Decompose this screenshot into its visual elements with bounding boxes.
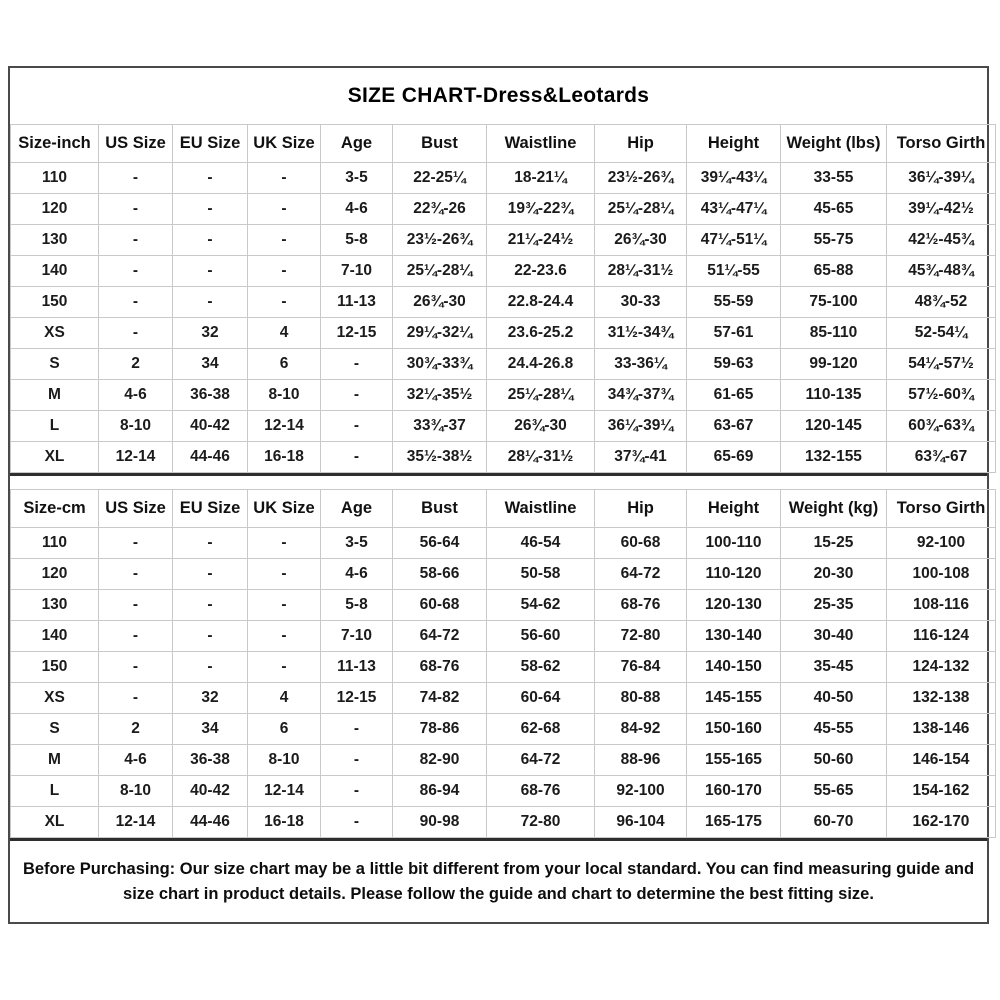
table-cell: 63-67 <box>687 411 781 442</box>
table-cell: 4-6 <box>99 380 173 411</box>
table-cell: 45-65 <box>781 194 887 225</box>
table-cell: 8-10 <box>99 411 173 442</box>
table-cell: - <box>173 621 248 652</box>
table-cell: 55-75 <box>781 225 887 256</box>
table-cell: 54-62 <box>487 590 595 621</box>
table-cell: - <box>99 528 173 559</box>
table-cell: 18-21¼ <box>487 163 595 194</box>
table-row <box>11 745 996 776</box>
table-row <box>11 528 996 559</box>
table-cell: - <box>248 287 321 318</box>
table-row <box>11 194 996 225</box>
table-cell: 26¾-30 <box>595 225 687 256</box>
table-cell: 138-146 <box>887 714 996 745</box>
table-cell: 68-76 <box>595 590 687 621</box>
table-cell: 72-80 <box>595 621 687 652</box>
table-cell: - <box>248 621 321 652</box>
table-cell: - <box>173 194 248 225</box>
table-cell: 72-80 <box>487 807 595 838</box>
table-cell: - <box>99 163 173 194</box>
table-cell: - <box>321 349 393 380</box>
table-cell: - <box>173 528 248 559</box>
header-row <box>11 490 996 528</box>
table-cell: - <box>99 621 173 652</box>
table-cell: 40-50 <box>781 683 887 714</box>
table-row <box>11 559 996 590</box>
table-cell: 59-63 <box>687 349 781 380</box>
column-header: Waistline <box>487 490 595 528</box>
table-cell: 5-8 <box>321 590 393 621</box>
table-cell: 29¼-32¼ <box>393 318 487 349</box>
table-cell: 22¾-26 <box>393 194 487 225</box>
table-cell: - <box>321 807 393 838</box>
table-cell: 8-10 <box>248 745 321 776</box>
table-cell: 160-170 <box>687 776 781 807</box>
table-cell: 68-76 <box>393 652 487 683</box>
table-row <box>11 714 996 745</box>
table-cell: 150-160 <box>687 714 781 745</box>
table-cell: 47¼-51¼ <box>687 225 781 256</box>
table-cell: 22.8-24.4 <box>487 287 595 318</box>
table-cell: 154-162 <box>887 776 996 807</box>
table-cell: S <box>11 349 99 380</box>
table-cell: 60-64 <box>487 683 595 714</box>
table-cell: - <box>173 287 248 318</box>
table-cell: 33¾-37 <box>393 411 487 442</box>
table-cell: 30-33 <box>595 287 687 318</box>
table-cell: 50-58 <box>487 559 595 590</box>
table-row <box>11 442 996 473</box>
table-cell: 25¼-28¼ <box>595 194 687 225</box>
table-cell: 52-54¼ <box>887 318 996 349</box>
table-cell: M <box>11 380 99 411</box>
table-cell: 22-25¼ <box>393 163 487 194</box>
column-header: Hip <box>595 125 687 163</box>
table-cell: 120-130 <box>687 590 781 621</box>
table-cell: 58-62 <box>487 652 595 683</box>
table-cell: 36-38 <box>173 380 248 411</box>
table-cell: 23½-26¾ <box>393 225 487 256</box>
table-cell: 32 <box>173 683 248 714</box>
table-cell: 92-100 <box>887 528 996 559</box>
table-cell: - <box>321 411 393 442</box>
table-cell: 32 <box>173 318 248 349</box>
table-cell: - <box>173 163 248 194</box>
table-cell: 6 <box>248 714 321 745</box>
table-cell: 33-36¼ <box>595 349 687 380</box>
table-row <box>11 349 996 380</box>
table-cell: 50-60 <box>781 745 887 776</box>
table-cell: 62-68 <box>487 714 595 745</box>
table-cell: 24.4-26.8 <box>487 349 595 380</box>
table-cell: - <box>248 559 321 590</box>
table-cell: M <box>11 745 99 776</box>
table-cell: 110-120 <box>687 559 781 590</box>
table-cell: 34 <box>173 349 248 380</box>
size-chart-sheet <box>8 66 989 924</box>
table-cell: 55-59 <box>687 287 781 318</box>
table-cell: 4-6 <box>99 745 173 776</box>
table-cell: 20-30 <box>781 559 887 590</box>
table-cell: 56-60 <box>487 621 595 652</box>
table-cell: - <box>248 652 321 683</box>
table-row <box>11 287 996 318</box>
table-cell: 43¼-47¼ <box>687 194 781 225</box>
column-header: Bust <box>393 490 487 528</box>
table-cell: 45-55 <box>781 714 887 745</box>
table-cell: 4 <box>248 683 321 714</box>
table-cell: 46-54 <box>487 528 595 559</box>
column-header: Weight (kg) <box>781 490 887 528</box>
table-cell: 39¼-43¼ <box>687 163 781 194</box>
column-header: Weight (lbs) <box>781 125 887 163</box>
table-cell: - <box>173 225 248 256</box>
table-cell: 60-70 <box>781 807 887 838</box>
column-header: Torso Girth <box>887 125 996 163</box>
table-row <box>11 318 996 349</box>
table-cell: 30-40 <box>781 621 887 652</box>
table-cell: 76-84 <box>595 652 687 683</box>
table-cell: - <box>248 256 321 287</box>
table-cell: 16-18 <box>248 807 321 838</box>
column-header: Torso Girth <box>887 490 996 528</box>
table-cell: 19¾-22¾ <box>487 194 595 225</box>
table-cell: - <box>99 652 173 683</box>
table-cell: 28¼-31½ <box>487 442 595 473</box>
table-cell: 64-72 <box>487 745 595 776</box>
table-cell: - <box>248 590 321 621</box>
column-header: Age <box>321 490 393 528</box>
table-cell: 56-64 <box>393 528 487 559</box>
table-cell: - <box>99 318 173 349</box>
column-header: Hip <box>595 490 687 528</box>
table-cell: 34¾-37¾ <box>595 380 687 411</box>
table-cell: 26¾-30 <box>393 287 487 318</box>
table-cell: 92-100 <box>595 776 687 807</box>
column-header: Age <box>321 125 393 163</box>
table-cell: 120-145 <box>781 411 887 442</box>
column-header: Size-cm <box>11 490 99 528</box>
table-cell: - <box>173 256 248 287</box>
table-cell: 74-82 <box>393 683 487 714</box>
table-cell: 68-76 <box>487 776 595 807</box>
table-cell: 7-10 <box>321 256 393 287</box>
table-cell: 11-13 <box>321 287 393 318</box>
table-cell: 165-175 <box>687 807 781 838</box>
table-cell: 23.6-25.2 <box>487 318 595 349</box>
purchasing-note-line1: Before Purchasing: Our size chart may be a little bit different from your local standard. You can find measuring guide and <box>22 859 975 878</box>
table-cell: XL <box>11 442 99 473</box>
table-cell: 35½-38½ <box>393 442 487 473</box>
table-cell: 90-98 <box>393 807 487 838</box>
table-cell: 130 <box>11 590 99 621</box>
table-cell: 86-94 <box>393 776 487 807</box>
table-cell: 130-140 <box>687 621 781 652</box>
table-cell: L <box>11 411 99 442</box>
table-cell: - <box>321 745 393 776</box>
table-cell: 25-35 <box>781 590 887 621</box>
column-header: Waistline <box>487 125 595 163</box>
column-header: EU Size <box>173 490 248 528</box>
table-cell: 2 <box>99 714 173 745</box>
table-row <box>11 225 996 256</box>
table-cell: 60¾-63¾ <box>887 411 996 442</box>
table-cell: 155-165 <box>687 745 781 776</box>
table-cell: 65-69 <box>687 442 781 473</box>
table-cell: 12-14 <box>99 807 173 838</box>
table-cell: 150 <box>11 287 99 318</box>
column-header: Height <box>687 490 781 528</box>
table-cell: 16-18 <box>248 442 321 473</box>
table-cell: 4-6 <box>321 559 393 590</box>
size-table-inch-wrap <box>10 124 987 476</box>
table-row <box>11 411 996 442</box>
table-cell: - <box>173 559 248 590</box>
table-cell: 64-72 <box>595 559 687 590</box>
table-cell: - <box>321 380 393 411</box>
table-cell: 31½-34¾ <box>595 318 687 349</box>
table-cell: 58-66 <box>393 559 487 590</box>
table-cell: 132-155 <box>781 442 887 473</box>
table-cell: - <box>99 287 173 318</box>
table-cell: - <box>99 559 173 590</box>
table-cell: 162-170 <box>887 807 996 838</box>
table-cell: 75-100 <box>781 287 887 318</box>
table-cell: 145-155 <box>687 683 781 714</box>
table-cell: 132-138 <box>887 683 996 714</box>
table-cell: XS <box>11 683 99 714</box>
table-cell: 21¼-24½ <box>487 225 595 256</box>
column-header: US Size <box>99 125 173 163</box>
table-cell: 35-45 <box>781 652 887 683</box>
purchasing-note <box>10 841 987 922</box>
table-cell: - <box>173 590 248 621</box>
table-cell: 26¾-30 <box>487 411 595 442</box>
table-row <box>11 163 996 194</box>
table-cell: 57½-60¾ <box>887 380 996 411</box>
table-cell: 51¼-55 <box>687 256 781 287</box>
table-cell: - <box>321 776 393 807</box>
table-cell: XS <box>11 318 99 349</box>
table-cell: 37¾-41 <box>595 442 687 473</box>
table-row <box>11 683 996 714</box>
table-cell: 36¼-39¼ <box>887 163 996 194</box>
table-cell: 30¾-33¾ <box>393 349 487 380</box>
table-cell: - <box>321 442 393 473</box>
table-row <box>11 256 996 287</box>
table-cell: 22-23.6 <box>487 256 595 287</box>
table-cell: 96-104 <box>595 807 687 838</box>
column-header: UK Size <box>248 490 321 528</box>
table-cell: 8-10 <box>248 380 321 411</box>
table-cell: 3-5 <box>321 163 393 194</box>
table-cell: 12-14 <box>248 776 321 807</box>
table-cell: 120 <box>11 559 99 590</box>
table-cell: 48¾-52 <box>887 287 996 318</box>
table-cell: 140 <box>11 256 99 287</box>
table-cell: 7-10 <box>321 621 393 652</box>
table-cell: 82-90 <box>393 745 487 776</box>
table-cell: 12-15 <box>321 683 393 714</box>
table-cell: 140 <box>11 621 99 652</box>
table-cell: 54¼-57½ <box>887 349 996 380</box>
table-cell: 4-6 <box>321 194 393 225</box>
column-header: Height <box>687 125 781 163</box>
table-cell: 4 <box>248 318 321 349</box>
table-cell: 40-42 <box>173 776 248 807</box>
column-header: UK Size <box>248 125 321 163</box>
table-cell: L <box>11 776 99 807</box>
table-row <box>11 380 996 411</box>
table-cell: 6 <box>248 349 321 380</box>
table-cell: 110 <box>11 528 99 559</box>
table-cell: 15-25 <box>781 528 887 559</box>
table-cell: 36-38 <box>173 745 248 776</box>
table-row <box>11 776 996 807</box>
table-cell: 85-110 <box>781 318 887 349</box>
size-table-cm-wrap <box>10 489 987 841</box>
table-cell: 78-86 <box>393 714 487 745</box>
table-cell: 99-120 <box>781 349 887 380</box>
table-cell: 25¼-28¼ <box>487 380 595 411</box>
table-cell: 65-88 <box>781 256 887 287</box>
table-cell: 39¼-42½ <box>887 194 996 225</box>
table-cell: 64-72 <box>393 621 487 652</box>
table-cell: 55-65 <box>781 776 887 807</box>
table-cell: 63¾-67 <box>887 442 996 473</box>
table-cell: 44-46 <box>173 807 248 838</box>
table-cell: 57-61 <box>687 318 781 349</box>
table-cell: 60-68 <box>595 528 687 559</box>
table-cell: XL <box>11 807 99 838</box>
table-gap <box>10 476 987 489</box>
table-cell: 45¾-48¾ <box>887 256 996 287</box>
table-cell: 34 <box>173 714 248 745</box>
size-table-inch <box>10 124 996 473</box>
table-cell: 84-92 <box>595 714 687 745</box>
table-cell: 12-15 <box>321 318 393 349</box>
table-cell: 40-42 <box>173 411 248 442</box>
table-cell: 2 <box>99 349 173 380</box>
table-cell: 8-10 <box>99 776 173 807</box>
table-cell: 12-14 <box>99 442 173 473</box>
table-cell: 25¼-28¼ <box>393 256 487 287</box>
table-cell: 100-110 <box>687 528 781 559</box>
table-cell: - <box>321 714 393 745</box>
table-cell: 60-68 <box>393 590 487 621</box>
table-row <box>11 807 996 838</box>
table-cell: 140-150 <box>687 652 781 683</box>
table-cell: 44-46 <box>173 442 248 473</box>
column-header: Size-inch <box>11 125 99 163</box>
table-row <box>11 621 996 652</box>
table-cell: 124-132 <box>887 652 996 683</box>
table-cell: 61-65 <box>687 380 781 411</box>
table-cell: 80-88 <box>595 683 687 714</box>
table-cell: 36¼-39¼ <box>595 411 687 442</box>
table-cell: 110-135 <box>781 380 887 411</box>
table-cell: 33-55 <box>781 163 887 194</box>
header-row <box>11 125 996 163</box>
table-cell: 100-108 <box>887 559 996 590</box>
table-cell: - <box>173 652 248 683</box>
table-cell: - <box>248 528 321 559</box>
size-table-cm <box>10 489 996 838</box>
table-cell: - <box>99 256 173 287</box>
table-cell: 108-116 <box>887 590 996 621</box>
table-cell: 88-96 <box>595 745 687 776</box>
column-header: EU Size <box>173 125 248 163</box>
purchasing-note-line2: size chart in product details. Please follow the guide and chart to determine the best fitting size. <box>123 884 874 903</box>
table-cell: 28¼-31½ <box>595 256 687 287</box>
table-cell: 5-8 <box>321 225 393 256</box>
table-cell: 130 <box>11 225 99 256</box>
table-cell: 116-124 <box>887 621 996 652</box>
table-cell: 32¼-35½ <box>393 380 487 411</box>
table-cell: 150 <box>11 652 99 683</box>
table-cell: 110 <box>11 163 99 194</box>
page-title: SIZE CHART-Dress&Leotards <box>347 84 650 107</box>
table-cell: 11-13 <box>321 652 393 683</box>
table-cell: 3-5 <box>321 528 393 559</box>
table-cell: - <box>248 194 321 225</box>
table-row <box>11 652 996 683</box>
table-cell: - <box>99 683 173 714</box>
table-cell: 42½-45¾ <box>887 225 996 256</box>
table-cell: - <box>99 590 173 621</box>
table-cell: - <box>248 225 321 256</box>
table-cell: 120 <box>11 194 99 225</box>
table-row <box>11 590 996 621</box>
table-cell: - <box>99 194 173 225</box>
table-cell: 12-14 <box>248 411 321 442</box>
table-cell: 23½-26¾ <box>595 163 687 194</box>
table-cell: S <box>11 714 99 745</box>
column-header: Bust <box>393 125 487 163</box>
table-cell: 146-154 <box>887 745 996 776</box>
column-header: US Size <box>99 490 173 528</box>
table-cell: - <box>248 163 321 194</box>
table-cell: - <box>99 225 173 256</box>
